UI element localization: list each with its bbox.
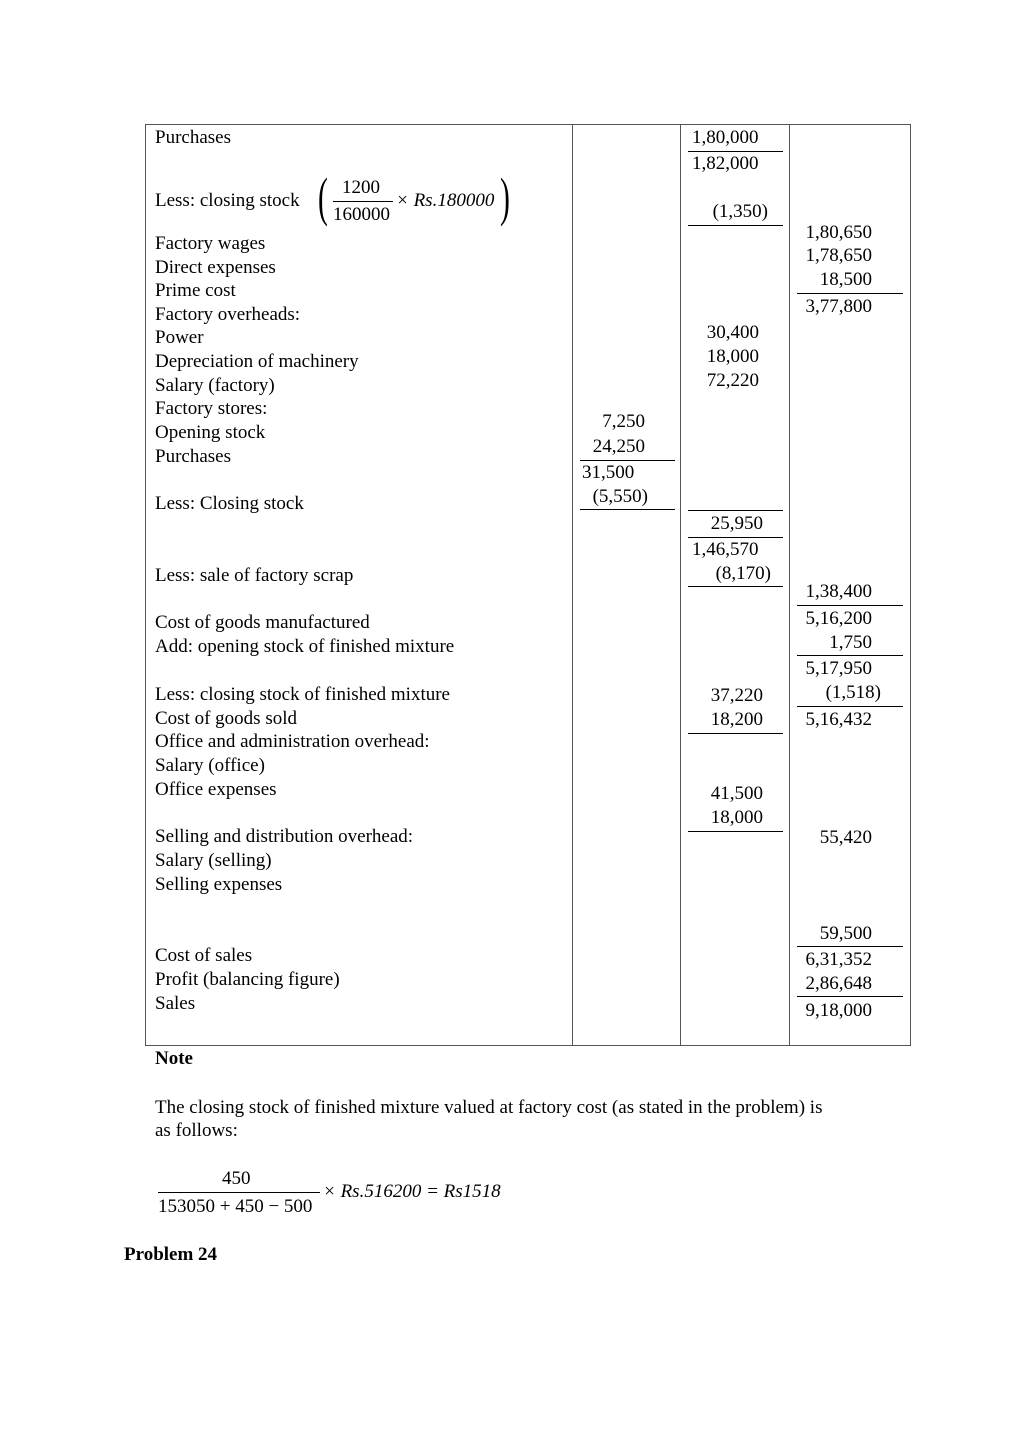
col4-value: 6,31,352 <box>805 949 872 970</box>
col4-value: 2,86,648 <box>805 973 872 994</box>
left-paren: ( <box>318 167 328 227</box>
col2-rule <box>580 509 675 510</box>
formula-fraction-bar <box>158 1192 320 1193</box>
note-heading: Note <box>155 1048 193 1069</box>
col3-value: (1,350) <box>712 201 768 222</box>
col3-rule <box>688 537 783 538</box>
col3-value: 18,000 <box>706 346 759 367</box>
col4-value: 1,80,650 <box>805 222 872 243</box>
formula-numerator: 450 <box>222 1168 251 1189</box>
table-column-divider <box>680 124 681 1046</box>
row-label: Add: opening stock of finished mixture <box>155 636 455 657</box>
row-label: Sales <box>155 993 196 1014</box>
row-label: Direct expenses <box>155 257 276 278</box>
col3-value: (8,170) <box>715 563 771 584</box>
table-column-divider <box>572 124 573 1046</box>
col3-rule <box>688 831 783 832</box>
row-label: Less: closing stock of finished mixture <box>155 684 450 705</box>
col4-value: 5,17,950 <box>805 658 872 679</box>
table-top-border <box>145 124 911 125</box>
col3-rule <box>688 586 783 587</box>
col4-value: 5,16,200 <box>805 608 872 629</box>
table-column-divider <box>789 124 790 1046</box>
col4-value: 5,16,432 <box>805 709 872 730</box>
row-label: Power <box>155 327 204 348</box>
col3-value: 37,220 <box>710 685 763 706</box>
row-label: Factory overheads: <box>155 304 301 325</box>
row-label: Salary (factory) <box>155 375 275 396</box>
formula-tail: × Rs.516200 = Rs1518 <box>323 1181 501 1202</box>
col4-value: 9,18,000 <box>805 1000 872 1021</box>
col4-rule <box>797 996 903 997</box>
right-paren: ) <box>500 167 510 227</box>
col3-value: 25,950 <box>710 513 763 534</box>
col2-value: 7,250 <box>602 411 645 432</box>
col3-value: 1,46,570 <box>692 539 759 560</box>
row-label: Depreciation of machinery <box>155 351 359 372</box>
col3-rule <box>688 151 783 152</box>
col3-value: 18,200 <box>710 709 763 730</box>
col4-value: 1,750 <box>829 632 872 653</box>
table-right-border <box>910 124 911 1046</box>
row-label: Factory wages <box>155 233 266 254</box>
col3-value: 30,400 <box>706 322 759 343</box>
note-text: The closing stock of finished mixture valued at factory cost (as stated in the problem) is <box>155 1097 823 1118</box>
col4-value: 1,38,400 <box>805 581 872 602</box>
table-left-border <box>145 124 146 1046</box>
row-label: Office and administration overhead: <box>155 731 430 752</box>
col4-value: 18,500 <box>819 269 872 290</box>
col4-rule <box>797 293 903 294</box>
col3-value: 18,000 <box>710 807 763 828</box>
row-label: Prime cost <box>155 280 236 301</box>
col3-rule <box>688 510 783 511</box>
row-label: Less: sale of factory scrap <box>155 565 354 586</box>
row-label: Selling expenses <box>155 874 283 895</box>
col3-value: 1,82,000 <box>692 153 759 174</box>
col2-value: 24,250 <box>592 436 645 457</box>
row-label: Selling and distribution overhead: <box>155 826 414 847</box>
row-label: Office expenses <box>155 779 277 800</box>
row-label: Factory stores: <box>155 398 268 419</box>
row-label: Purchases <box>155 446 231 467</box>
row-label: Salary (office) <box>155 755 265 776</box>
row-label: Purchases <box>155 127 231 148</box>
fraction-denominator: 160000 <box>333 204 390 225</box>
row-label: Profit (balancing figure) <box>155 969 340 990</box>
fraction-tail: × Rs.180000 <box>396 190 495 211</box>
col3-value: 72,220 <box>706 370 759 391</box>
col2-value: 31,500 <box>582 462 635 483</box>
col4-rule <box>797 946 903 947</box>
col4-rule <box>797 605 903 606</box>
note-text: as follows: <box>155 1120 238 1141</box>
col4-value: 3,77,800 <box>805 296 872 317</box>
col2-value: (5,550) <box>592 486 648 507</box>
col3-rule <box>688 733 783 734</box>
row-label: Opening stock <box>155 422 266 443</box>
fraction-numerator: 1200 <box>342 177 380 198</box>
col4-value: 1,78,650 <box>805 245 872 266</box>
row-label: Cost of goods manufactured <box>155 612 370 633</box>
row-label: Less: Closing stock <box>155 493 304 514</box>
problem-heading: Problem 24 <box>124 1244 218 1265</box>
col3-value: 1,80,000 <box>692 127 759 148</box>
col4-rule <box>797 706 903 707</box>
row-label: Cost of goods sold <box>155 708 297 729</box>
row-label: Less: closing stock <box>155 190 300 211</box>
col2-rule <box>580 460 675 461</box>
fraction-bar <box>333 201 393 202</box>
col4-rule <box>797 655 903 656</box>
row-label: Cost of sales <box>155 945 253 966</box>
col4-value: 55,420 <box>819 827 872 848</box>
row-label: Salary (selling) <box>155 850 272 871</box>
col4-value: (1,518) <box>825 682 881 703</box>
formula-denominator: 153050 + 450 − 500 <box>158 1196 313 1217</box>
col3-rule <box>688 225 783 226</box>
col4-value: 59,500 <box>819 923 872 944</box>
table-bottom-border <box>145 1045 911 1046</box>
col3-value: 41,500 <box>710 783 763 804</box>
